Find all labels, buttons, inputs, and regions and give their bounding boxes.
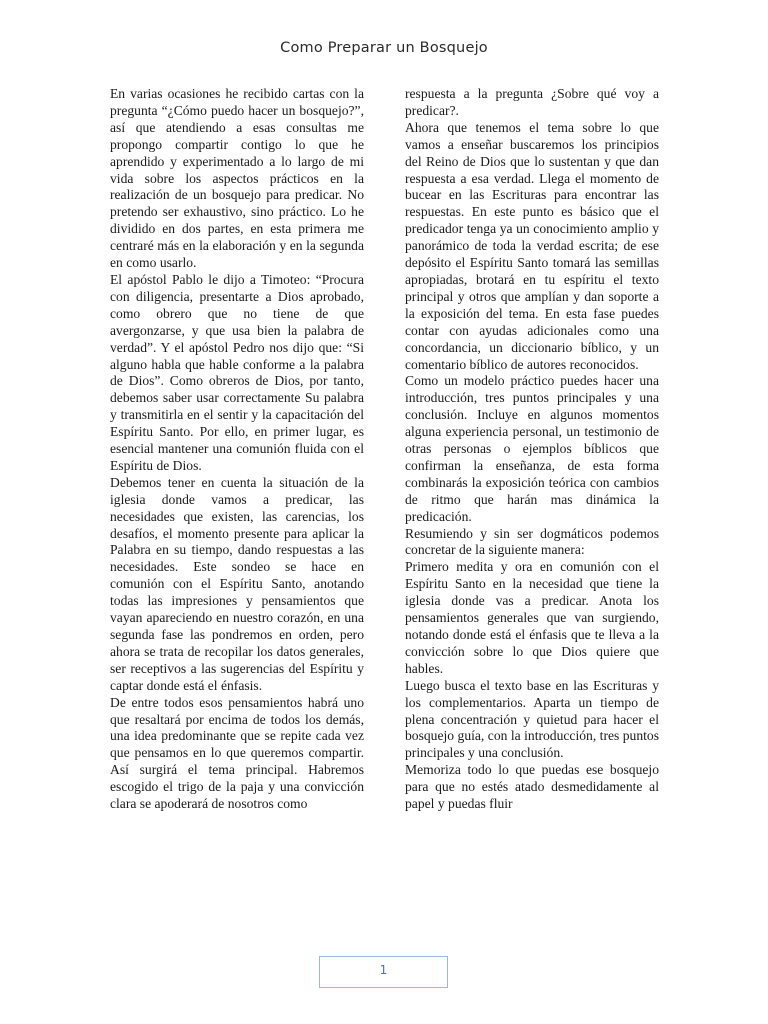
paragraph: Memoriza todo lo que puedas ese bosquejo para que no estés atado desmedidamente al papel y puedas fluir <box>405 762 659 812</box>
page-number: 1 <box>319 956 448 988</box>
paragraph: Ahora que tenemos el tema sobre lo que vamos a enseñar buscaremos los principios del Reino de Dios que lo sustentan y que dan respuesta a esa verdad. Llega el momento de bucear en las Escrituras para encontrar las respuestas. En este punto es básico que el predicador tenga ya un conocimiento amplio y panorámico de toda la verdad escrita; de ese depósito el Espíritu Santo tomará las semillas apropiadas, brotará en tu espíritu el texto principal y otros que amplían y dan soporte a la exposición del tema. En esta fase puedes contar con ayudas adicionales como una concordancia, un diccionario bíblico, y un comentario bíblico de autores reconocidos. <box>405 119 659 372</box>
paragraph: Resumiendo y sin ser dogmáticos podemos concretar de la siguiente manera: <box>405 525 659 558</box>
page-title: Como Preparar un Bosquejo <box>280 40 488 56</box>
paragraph: En varias ocasiones he recibido cartas con la pregunta “¿Cómo puedo hacer un bosquejo?”, así que atendiendo a esas consultas me propongo compartir contigo lo que he aprendido y experimentado a lo largo de mi vida sobre los aspectos prácticos en la realización de un bosquejo para predicar. No pretendo ser exhaustivo, sino práctico. Lo he dividido en dos partes, en esta primera me centraré más en la elaboración y en la segunda en como usarlo. <box>110 86 364 271</box>
right-column <box>405 86 659 813</box>
paragraph: Debemos tener en cuenta la situación de la iglesia donde vamos a predicar, las necesidades que existen, las carencias, los desafíos, el momento presente para aplicar la Palabra en su tiempo, dando respuestas a las necesidades. Este sondeo se hace en comunión con el Espíritu Santo, anotando todas las impresiones y pensamientos que vayan apareciendo en nuestro corazón, en una segunda fase las pondremos en orden, pero ahora se trata de recopilar los datos generales, ser receptivos a las sugerencias del Espíritu y captar donde está el énfasis. <box>110 474 364 693</box>
paragraph: De entre todos esos pensamientos habrá uno que resaltará por encima de todos los demás, una idea predominante que se repite cada vez que pensamos en lo que queremos compartir. Así surgirá el tema principal. Habremos escogido el trigo de la paja y una convicción clara se apoderará de nosotros como <box>110 694 364 812</box>
left-column <box>110 86 364 813</box>
paragraph: El apóstol Pablo le dijo a Timoteo: “Procura con diligencia, presentarte a Dios aprobado, como obrero que no tiene de que avergonzarse, y que usa bien la palabra de verdad”. Y el apóstol Pedro nos dijo que: “Si alguno habla que hable conforme a la palabra de Dios”. Como obreros de Dios, por tanto, debemos saber usar correctamente Su palabra y transmitirla en el sentir y la capacitación del Espíritu Santo. Por ello, en primer lugar, es esencial mantener una comunión fluida con el Espíritu de Dios. <box>110 271 364 473</box>
paragraph: Como un modelo práctico puedes hacer una introducción, tres puntos principales y una conclusión. Incluye en algunos momentos alguna experiencia personal, un testimonio de otras personas o ejemplos bíblicos que confirman la enseñanza, de esta forma combinarás la exposición teórica con cambios de ritmo que harán mas dinámica la predicación. <box>405 373 659 524</box>
paragraph: Luego busca el texto base en las Escrituras y los complementarios. Aparta un tiempo de plena concentración y quietud para hacer el bosquejo guía, con la introducción, tres puntos principales y una conclusión. <box>405 677 659 761</box>
paragraph: respuesta a la pregunta ¿Sobre qué voy a predicar?. <box>405 86 659 118</box>
paragraph: Primero medita y ora en comunión con el Espíritu Santo en la necesidad que tiene la iglesia donde vas a predicar. Anota los pensamientos generales que van surgiendo, notando donde está el énfasis que te lleva a la convicción sobre lo que Dios quiere que hables. <box>405 559 659 676</box>
